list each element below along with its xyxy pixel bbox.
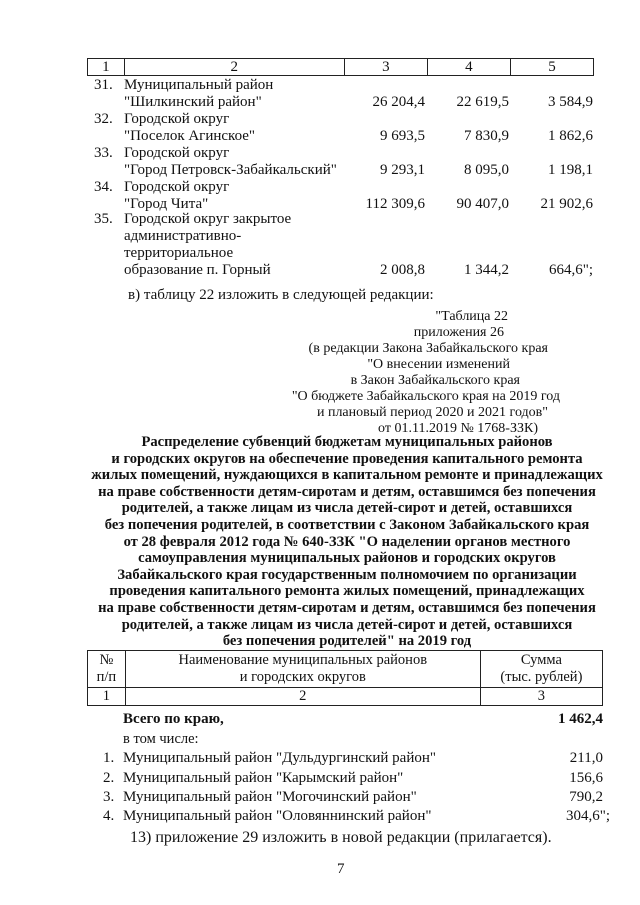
index-cell-1: 1 bbox=[88, 688, 126, 706]
header-sum-cell bbox=[480, 651, 602, 688]
row-name-line: "Поселок Агинское" bbox=[124, 128, 256, 144]
list-item-name: Муниципальный район "Дульдургинский район" bbox=[123, 750, 437, 766]
list-item-name: Муниципальный район "Карымский район" bbox=[123, 770, 404, 786]
row-value-col3: 9 693,5 bbox=[380, 128, 425, 144]
list-item-number: 3. bbox=[103, 789, 115, 805]
heading-line: на праве собственности детям-сиротам и детям, оставшимся без попечения bbox=[98, 483, 596, 500]
header-name-line2: и городских округов bbox=[239, 669, 366, 685]
heading-line: родителей, а также лицам из числа детей-сирот и детей, оставшихся bbox=[121, 500, 573, 517]
table-row bbox=[87, 179, 595, 213]
table-row bbox=[87, 211, 595, 281]
row-name-line: "Шилкинский район" bbox=[124, 94, 262, 110]
list-item-number: 2. bbox=[103, 770, 115, 786]
including-label: в том числе: bbox=[123, 731, 199, 747]
page-number: 7 bbox=[337, 861, 345, 877]
total-value: 1 462,4 bbox=[558, 711, 603, 727]
row-number: 35. bbox=[94, 211, 113, 227]
row-value-col4: 1 344,2 bbox=[464, 262, 509, 278]
heading-line: без попечения родителей" на 2019 год bbox=[222, 633, 472, 650]
subvention-table-header bbox=[87, 650, 603, 706]
table-row bbox=[87, 77, 595, 111]
row-name-line: "Город Чита" bbox=[124, 196, 209, 212]
list-item-name: Муниципальный район "Могочинский район" bbox=[123, 789, 417, 805]
heading-line: жилых помещений, нуждающихся в капитальном ремонте и принадлежащих bbox=[91, 467, 603, 484]
list-item-value: 156,6 bbox=[569, 770, 603, 786]
row-name-line: Городской округ bbox=[124, 111, 230, 127]
note-line: "Таблица 22 bbox=[435, 309, 508, 324]
note-line: (в редакции Закона Забайкальского края bbox=[308, 341, 548, 356]
heading-line: без попечения родителей, в соответствии с Законом Забайкальского края bbox=[104, 516, 590, 533]
row-name-line: "Город Петровск-Забайкальский" bbox=[124, 162, 337, 178]
heading-line: на праве собственности детям-сиротам и детям, оставшимся без попечения bbox=[98, 599, 596, 616]
list-item-number: 4. bbox=[103, 808, 115, 824]
table-row bbox=[87, 145, 595, 179]
row-number: 32. bbox=[94, 111, 113, 127]
list-item-value: 790,2 bbox=[569, 789, 603, 805]
instruction-b: в) таблицу 22 изложить в следующей редакции: bbox=[128, 287, 434, 303]
header-col-2: 2 bbox=[124, 59, 344, 76]
row-name-line: административно- bbox=[124, 228, 242, 244]
row-value-col5: 1 862,6 bbox=[548, 128, 593, 144]
row-name-line: Городской округ bbox=[124, 145, 230, 161]
row-value-col4: 8 095,0 bbox=[464, 162, 509, 178]
row-value-col4: 7 830,9 bbox=[464, 128, 509, 144]
note-line: в Закон Забайкальского края bbox=[350, 373, 520, 388]
row-value-col5: 21 902,6 bbox=[540, 196, 593, 212]
table-note bbox=[292, 309, 560, 437]
heading-line: от 28 февраля 2012 года № 640-ЗЗК "О наделении органов местного bbox=[123, 533, 571, 550]
note-line: и плановый период 2020 и 2021 годов" bbox=[316, 405, 548, 420]
closing-instruction: 13) приложение 29 изложить в новой редакции (прилагается). bbox=[130, 829, 552, 846]
note-line: "О бюджете Забайкальского края на 2019 год bbox=[291, 389, 560, 404]
table-row bbox=[87, 111, 595, 145]
header-name-cell bbox=[125, 651, 480, 688]
row-value-col3: 9 293,1 bbox=[380, 162, 425, 178]
row-value-col3: 112 309,6 bbox=[365, 196, 425, 212]
row-number: 34. bbox=[94, 179, 113, 195]
row-name-line: Городской округ bbox=[124, 179, 230, 195]
heading-line: Забайкальского края государственным полномочием по организации bbox=[117, 566, 577, 583]
row-value-col5: 664,6"; bbox=[548, 262, 593, 278]
total-label: Всего по краю, bbox=[123, 711, 224, 727]
header-num-cell bbox=[88, 651, 126, 688]
header-sum-line1: Сумма bbox=[520, 652, 562, 668]
header-num-line2: п/п bbox=[96, 669, 117, 685]
note-line: приложения 26 bbox=[413, 325, 504, 340]
row-name-line: территориальное bbox=[124, 245, 234, 261]
heading-line: проведения капитального ремонта жилых помещений, принадлежащих bbox=[109, 583, 585, 600]
row-value-col5: 1 198,1 bbox=[548, 162, 593, 178]
index-cell-2: 2 bbox=[125, 688, 480, 706]
row-number: 31. bbox=[94, 77, 113, 93]
heading-line: родителей, а также лицам из числа детей-сирот и детей, оставшихся bbox=[121, 616, 573, 633]
row-number: 33. bbox=[94, 145, 113, 161]
heading-line: и городских округов на обеспечение проведения капитального ремонта bbox=[111, 450, 583, 467]
row-name-line: образование п. Горный bbox=[124, 262, 271, 278]
row-value-col3: 2 008,8 bbox=[380, 262, 425, 278]
list-item-value: 304,6"; bbox=[565, 808, 610, 824]
header-sum-line2: (тыс. рублей) bbox=[500, 669, 583, 685]
continuation-table-header bbox=[87, 58, 594, 76]
row-value-col3: 26 204,4 bbox=[372, 94, 425, 110]
row-name-line: Городской округ закрытое bbox=[124, 211, 292, 227]
list-item-number: 1. bbox=[103, 750, 115, 766]
row-name-line: Муниципальный район bbox=[124, 77, 274, 93]
header-num-line1: № bbox=[99, 652, 114, 668]
table-22-heading bbox=[64, 434, 630, 650]
header-name-line1: Наименование муниципальных районов bbox=[178, 652, 428, 668]
row-value-col4: 90 407,0 bbox=[456, 196, 509, 212]
header-col-1: 1 bbox=[88, 59, 125, 76]
heading-line: самоуправления муниципальных районов и городских округов bbox=[138, 550, 556, 567]
row-value-col4: 22 619,5 bbox=[456, 94, 509, 110]
note-line: от 01.11.2019 № 1768-ЗЗК) bbox=[378, 421, 538, 436]
note-line: "О внесении изменений bbox=[367, 357, 510, 372]
row-value-col5: 3 584,9 bbox=[548, 94, 593, 110]
list-item-value: 211,0 bbox=[569, 750, 603, 766]
header-col-3: 3 bbox=[344, 59, 427, 76]
list-item-name: Муниципальный район "Оловяннинский район" bbox=[123, 808, 432, 824]
heading-line: Распределение субвенций бюджетам муниципальных районов bbox=[141, 434, 553, 450]
header-col-5: 5 bbox=[510, 59, 593, 76]
index-cell-3: 3 bbox=[480, 688, 602, 706]
header-col-4: 4 bbox=[427, 59, 510, 76]
